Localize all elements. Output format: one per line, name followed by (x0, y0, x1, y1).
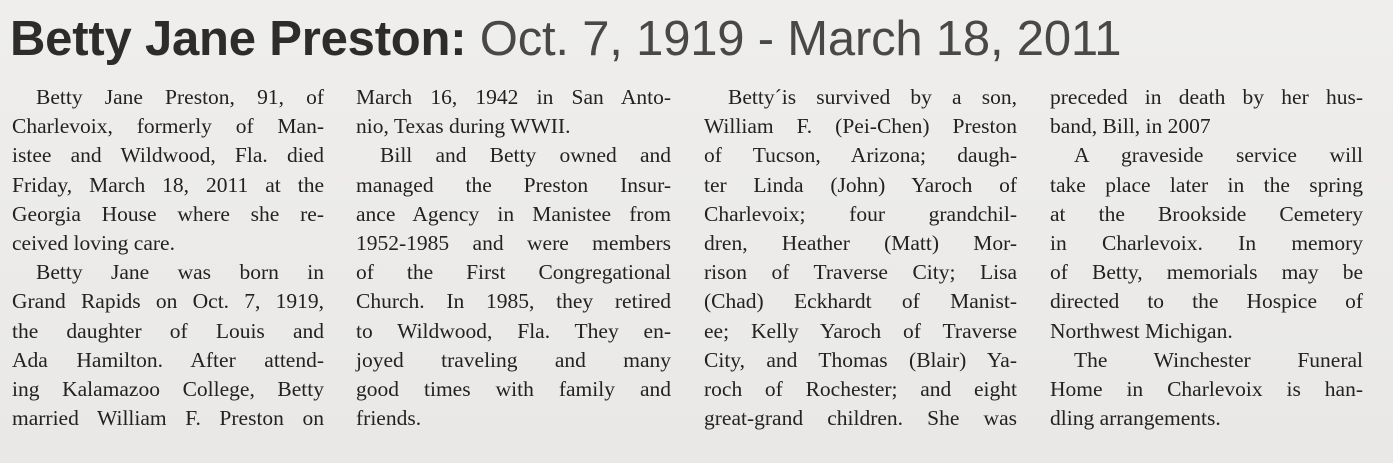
article-line: Northwest Michigan. (1050, 318, 1233, 343)
headline-name: Betty Jane Preston: (10, 12, 467, 66)
article-line: directed to the Hospice of (1050, 289, 1363, 314)
article-line: 1952-1985 and were members (356, 231, 671, 256)
article-line: ing Kalamazoo College, Betty (12, 377, 324, 402)
article-line: Georgia House where she re- (12, 201, 324, 226)
article-line: Betty Jane was born in (36, 260, 324, 285)
article-line: Ada Hamilton. After attend- (12, 347, 324, 372)
article-line: in Charlevoix. In memory (1050, 231, 1363, 256)
article-line: nio, Texas during WWII. (356, 114, 571, 139)
article-line: joyed traveling and many (356, 347, 671, 372)
article-line: of Tucson, Arizona; daugh- (704, 143, 1017, 168)
article-line: Friday, March 18, 2011 at the (12, 172, 324, 197)
article-line: Charlevoix, formerly of Man- (12, 114, 324, 139)
article-line: A graveside service will (1074, 143, 1363, 168)
article-line: of Betty, memorials may be (1050, 260, 1363, 285)
article-line: Betty´is survived by a son, (728, 85, 1017, 109)
article-column-3 (704, 83, 1017, 433)
article-column-1 (12, 83, 324, 433)
article-line: managed the Preston Insur- (356, 172, 671, 197)
article-line: Home in Charlevoix is han- (1050, 377, 1363, 402)
article-line: ceived loving care. (12, 231, 175, 256)
article-line: roch of Rochester; and eight (704, 377, 1017, 402)
article-line: ter Linda (John) Yaroch of (704, 172, 1017, 197)
article-line: March 16, 1942 in San Anto- (356, 85, 671, 109)
headline (10, 6, 1121, 72)
article-line: Grand Rapids on Oct. 7, 1919, (12, 289, 324, 314)
article-line: (Chad) Eckhardt of Manist- (704, 289, 1017, 314)
article-line: preceded in death by her hus- (1050, 85, 1363, 109)
article-line: take place later in the spring (1050, 172, 1363, 197)
article-line: good times with family and (356, 377, 671, 402)
headline-dates: Oct. 7, 1919 - March 18, 2011 (466, 12, 1122, 66)
article-line: Charlevoix; four grandchil- (704, 201, 1017, 226)
article-line: dling arrangements. (1050, 406, 1221, 431)
article-line: to Wildwood, Fla. They en- (356, 318, 671, 343)
article-line: dren, Heather (Matt) Mor- (704, 231, 1017, 256)
article-line: istee and Wildwood, Fla. died (12, 143, 324, 168)
article-line: band, Bill, in 2007 (1050, 114, 1211, 139)
article-column-2 (356, 83, 671, 433)
article-column-4 (1050, 83, 1363, 433)
article-line: great-grand children. She was (704, 406, 1017, 431)
article-line: friends. (356, 406, 422, 431)
article-line: The Winchester Funeral (1074, 347, 1363, 372)
article-line: married William F. Preston on (12, 406, 324, 431)
article-line: Church. In 1985, they retired (356, 289, 671, 314)
article-line: ance Agency in Manistee from (356, 201, 671, 226)
article-line: ee; Kelly Yaroch of Traverse (704, 318, 1017, 343)
article-line: the daughter of Louis and (12, 318, 324, 343)
article-line: Bill and Betty owned and (380, 143, 671, 168)
article-line: City, and Thomas (Blair) Ya- (704, 347, 1017, 372)
article-line: Betty Jane Preston, 91, of (36, 85, 324, 109)
article-line: rison of Traverse City; Lisa (704, 260, 1017, 285)
article-line: of the First Congregational (356, 260, 671, 285)
article-line: William F. (Pei-Chen) Preston (704, 114, 1017, 139)
article-line: at the Brookside Cemetery (1050, 201, 1363, 226)
